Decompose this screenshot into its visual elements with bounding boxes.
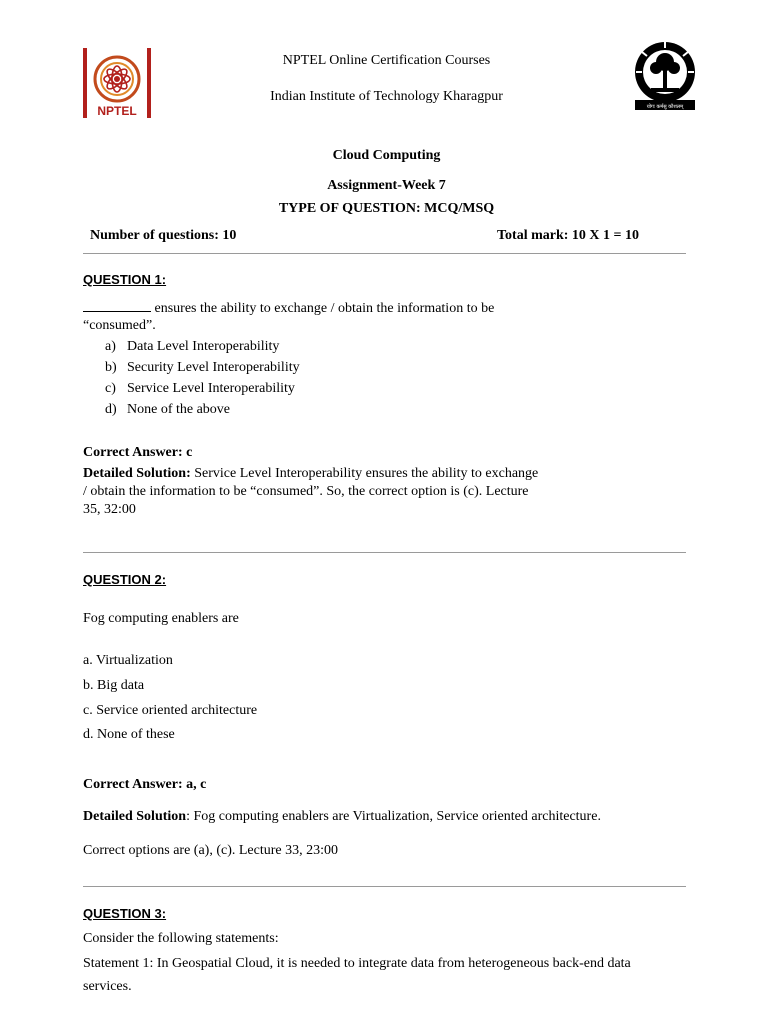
question-2-text: Fog computing enablers are [83,611,239,626]
question-1-solution-line-3: 35, 32:00 [83,502,136,517]
option-text: Service Level Interoperability [127,381,295,396]
divider [83,552,686,553]
number-of-questions [90,227,236,245]
question-2-heading: QUESTION 2: [83,572,167,587]
question-2-option-d: d. None of these [83,727,175,742]
number-of-questions-value: : 10 [214,228,237,243]
question-2-option-c: c. Service oriented architecture [83,703,258,718]
header-line-2: Indian Institute of Technology Kharagpur [270,89,503,104]
question-1-text-line-2: “consumed”. [83,318,156,333]
solution-label: Detailed Solution: [83,466,191,481]
solution-text: : Fog computing enablers are Virtualization, Service oriented architecture. [186,809,601,824]
question-1-text-part: ensures the ability to exchange / obtain the information to be [151,301,495,316]
option-marker: b) [105,360,117,375]
question-1-solution-line-2: / obtain the information to be “consumed”. So, the correct option is (c). Lecture [83,484,529,499]
nptel-logo [83,48,151,118]
question-3-statement-1-line-2: services. [83,979,132,994]
question-1-option-b [105,359,300,377]
option-text: None of the above [127,402,231,417]
solution-label: Detailed Solution [83,809,187,824]
option-text: Security Level Interoperability [127,360,300,375]
course-title: Cloud Computing [332,148,441,163]
iit-kharagpur-logo [633,38,697,112]
question-2-option-b: b. Big data [83,678,145,693]
question-type: TYPE OF QUESTION: MCQ/MSQ [278,201,495,216]
question-1-solution-line-1 [83,465,538,483]
option-marker: d) [105,402,117,417]
question-1-option-c [105,380,295,398]
header-line-1: NPTEL Online Certification Courses [282,53,491,68]
question-1-text-line-1 [83,299,494,318]
option-marker: c) [105,381,116,396]
option-text: Data Level Interoperability [127,339,280,354]
assignment-title: Assignment-Week 7 [327,178,446,193]
divider [83,886,686,887]
divider [83,253,686,254]
question-3-heading: QUESTION 3: [83,906,167,921]
total-mark: Total mark: 10 X 1 = 10 [497,228,640,243]
number-of-questions-label: Number of questions [90,228,215,243]
option-marker: a) [105,339,116,354]
solution-text: Service Level Interoperability ensures the ability to exchange [190,466,539,481]
question-2-option-a: a. Virtualization [83,653,173,668]
question-2-answer: Correct Answer: a, c [83,777,207,792]
question-1-answer: Correct Answer: c [83,445,193,460]
question-2-correct-options: Correct options are (a), (c). Lecture 33, 23:00 [83,843,339,858]
question-1-option-a [105,338,279,356]
answer-blank [83,299,151,312]
nptel-logo-text: NPTEL [97,104,137,118]
question-1-option-d [105,401,230,419]
iit-logo-motto: योगः कर्मसु कौशलम् [646,104,684,110]
question-3-intro: Consider the following statements: [83,931,279,946]
question-2-solution [83,808,601,826]
question-1-heading: QUESTION 1: [83,272,167,287]
question-3-statement-1-line-1: Statement 1: In Geospatial Cloud, it is needed to integrate data from heterogeneous back-end data [83,956,631,971]
